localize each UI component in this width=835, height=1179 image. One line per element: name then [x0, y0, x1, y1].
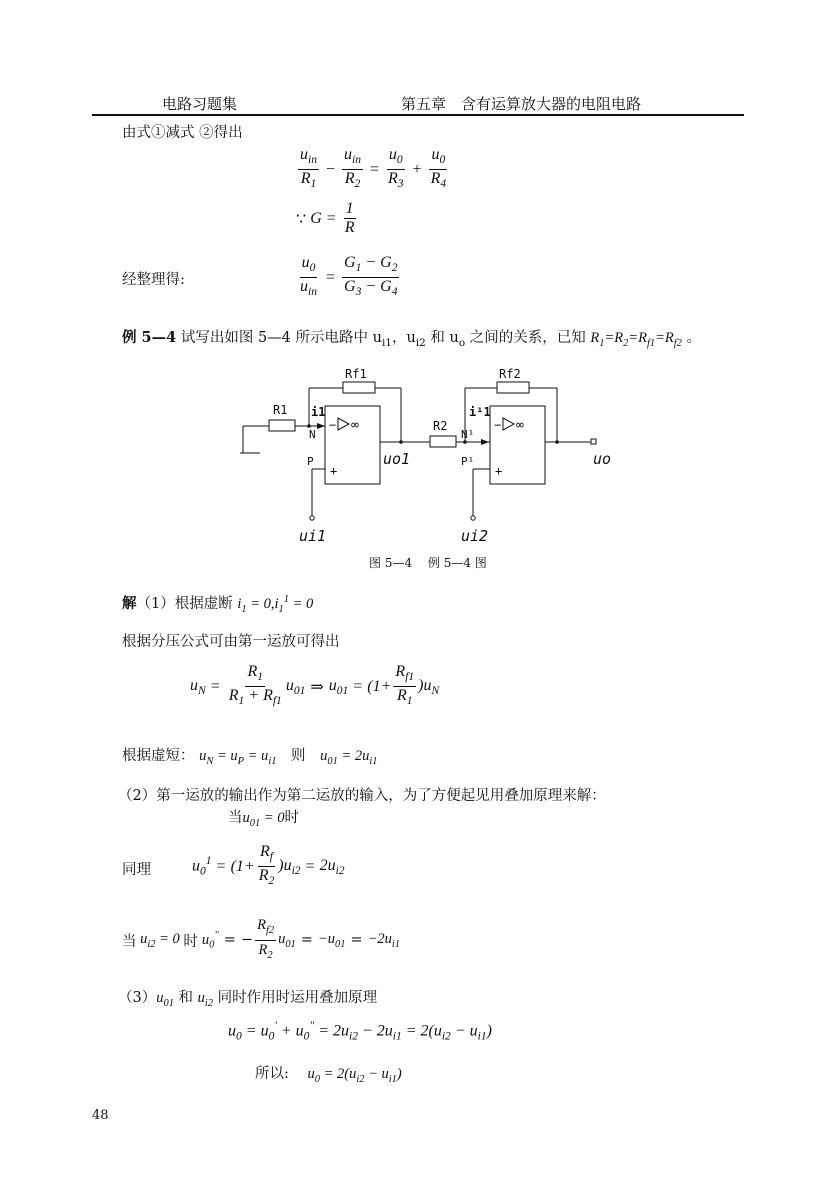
from-eq-text: 由式①减式 ②得出: [122, 125, 243, 141]
equation-ratio: $\frac{u_0}{u_{in}}$ = $\frac{G_1 - G_2}{G_3 - G_4}$: [300, 254, 398, 299]
because-symbol: ∵: [296, 210, 307, 228]
virtual-short-line: 根据虚短： $u_N = u_P = u_{i1}$ 则 $u_{01} = 2u_{i1}$: [122, 748, 378, 767]
figure-caption: 图 5—4 例 5—4 图: [369, 556, 487, 570]
label-n1: N¹: [461, 428, 475, 441]
similarly-label: 同理: [122, 862, 151, 878]
label-rf2: Rf2: [499, 367, 521, 381]
arrange-label: 经整理得:: [122, 272, 185, 288]
label-ui1: ui1: [299, 527, 327, 545]
label-n: N: [309, 428, 316, 441]
label-inf-2: ∞: [516, 418, 524, 433]
label-inf-1: ∞: [351, 418, 359, 433]
equation-conductance: ∵ G = $\frac{1}{R}$: [296, 200, 355, 236]
solution-step3: $(3)u_{01}$ 和 $u_{i2}$ 同时作用时运用叠加原理: [118, 990, 378, 1009]
label-rf1: Rf1: [345, 367, 367, 381]
equation-uo-prime: $u_0^1$ = (1+ $\frac{R_f}{R_2}$ )$u_{i2}$ = $2u_{i2}$: [192, 843, 345, 888]
label-r1: R1: [273, 403, 288, 417]
label-plus-1: +: [330, 464, 338, 478]
solution-label: 解: [122, 595, 137, 612]
equation-superposition: $u_0 = u_0' + u_0^" = 2u_{i2} - 2u_{i1} = 2(u_{i2} - u_{i1})$: [228, 1020, 492, 1043]
header-rule: [92, 114, 744, 116]
label-plus-2: +: [495, 464, 503, 478]
label-minus-2: −: [494, 418, 502, 432]
label-uo1: uo1: [383, 450, 411, 468]
label-p: P: [307, 455, 314, 468]
solution-step2: （2）第一运放的输出作为第二运放的输入，为了方便起见用叠加原理来解：: [118, 788, 606, 804]
equation-divider: $u_N$ = $\frac{R_1}{R_1 + R_{f1}}$ $u_{01}$ ⇒ $u_{01}$ = (1+ $\frac{R_{f1}}{R_1}$ )$u_N$: [190, 663, 440, 708]
circuit-diagram: [225, 358, 615, 568]
equation-uo-double-prime: 当 $u_{i2} = 0$ 时 $u_0^"$ = − $\frac{R_{f2}}{R_2}$ $u_{01}$ = $-u_{01}$ = $-2u_{i1}$: [122, 917, 400, 961]
label-uo: uo: [593, 450, 612, 468]
solution-step1: 解（1）根据虚断 $i_1 = 0,i_1^1 = 0$: [122, 594, 314, 615]
when-uo1-zero: 当$u_{01} = 0$时: [228, 810, 299, 829]
example-line: 例 5—4 试写出如图 5—4 所示电路中 $u_{i1}$，$u_{i2}$ 和 $u_o$ 之间的关系，已知 $R_1=R_2=R_{f1}=R_{f2}$ 。: [122, 329, 701, 349]
divider-text: 根据分压公式可由第一运放可得出: [122, 634, 340, 650]
chapter-title: 第五章 含有运算放大器的电阻电路: [401, 95, 642, 113]
book-title: 电路习题集: [162, 95, 238, 113]
label-i1: i1: [311, 405, 326, 419]
label-ui2: ui2: [461, 527, 489, 545]
example-id: 例 5—4: [122, 329, 177, 346]
equation-subtract: $\frac{u_{in}}{R_1}$ − $\frac{u_{in}}{R_2}$ = $\frac{u_0}{R_3}$ + $\frac{u_0}{R_4}$: [300, 146, 447, 191]
label-minus-1: −: [329, 418, 337, 432]
label-r2: R2: [433, 419, 448, 433]
therefore-line: 所以: $u_0 = 2(u_{i2} - u_{i1})$: [255, 1066, 402, 1085]
label-i1-prime: i¹1: [469, 405, 491, 419]
page-number: 48: [92, 1108, 109, 1123]
label-p1: P¹: [461, 455, 475, 468]
